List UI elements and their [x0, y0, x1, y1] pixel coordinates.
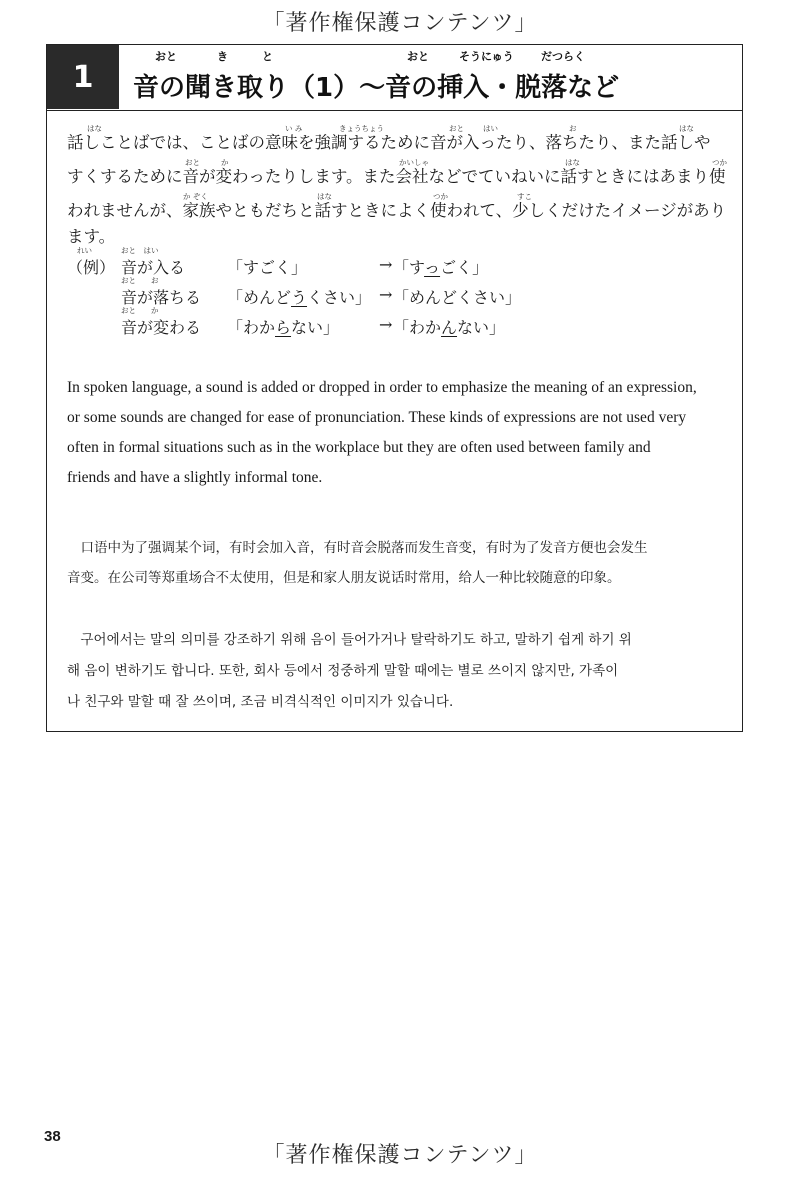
ruby-kazoku: か ぞく: [183, 192, 208, 201]
example-3-before-post: ない」: [291, 318, 340, 337]
page-number: 38: [44, 1128, 61, 1145]
ruby-hana-3: はな: [565, 158, 580, 167]
ruby-tsuka-2: つか: [433, 192, 448, 201]
example-label: （例）: [67, 258, 116, 277]
chinese-line-1: 口语中为了强调某个词，有时会加入音，有时音会脱落而发生音变，有时为了发音方便也会发生: [67, 540, 648, 556]
example-1-after-pre: 「す: [393, 258, 425, 277]
copyright-watermark-bottom: 「著作権保護コンテンツ」: [262, 1143, 538, 1168]
japanese-line-2: すくするために音が変わったりします。また会社などでていねいに話すときにはあまり使: [67, 167, 726, 186]
example-3-after-post: ない」: [457, 318, 506, 337]
example-3-after-pre: 「わか: [393, 318, 442, 337]
chinese-line-2: 音变。在公司等郑重场合不太使用，但是和家人朋友说话时常用，给人一种比较随意的印象。: [67, 570, 621, 586]
example-3-after: [393, 315, 505, 338]
ruby-kyouchou: きょうちょう: [339, 124, 384, 133]
section-header: [46, 44, 743, 110]
ruby-imi: い み: [285, 124, 303, 133]
example-2-arrow: →: [379, 285, 393, 304]
example-3-after-underlined: ん: [441, 318, 458, 337]
example-3-ruby: おと か: [121, 306, 159, 315]
title-furigana-to: と: [262, 50, 273, 63]
explanation-box: [46, 110, 743, 732]
example-3-kind: 音が変わる: [121, 318, 202, 337]
example-2-before-post: くさい」: [307, 288, 372, 307]
example-3-before-pre: 「わか: [227, 318, 276, 337]
korean-line-1: 구어에서는 말의 의미를 강조하기 위해 음이 들어가거나 탈락하기도 하고, 말하기 쉽게 하기 위: [67, 632, 632, 648]
copyright-watermark-top: 「著作権保護コンテンツ」: [262, 11, 538, 36]
title-furigana-oto: おと: [155, 50, 177, 63]
japanese-line-1: 話しことばでは、ことばの意味を強調するために音が入ったり、落ちたり、また話しや: [67, 133, 711, 152]
title-furigana-oto2: おと: [407, 50, 429, 63]
english-paragraph: [67, 373, 727, 493]
example-3-arrow: →: [379, 315, 393, 334]
english-line-1: In spoken language, a sound is added or dropped in order to emphasize the meaning of an expression,: [67, 379, 697, 396]
example-1-after-underlined: っ: [424, 258, 441, 277]
ruby-tsuka: つか: [712, 158, 727, 167]
ruby-hai: はい: [483, 124, 498, 133]
example-2-ruby: おと お: [121, 276, 159, 285]
ruby-oto-2: おと: [185, 158, 200, 167]
title-furigana-sounyuu: そうにゅう: [459, 50, 514, 63]
example-2-kind: 音が落ちる: [121, 288, 202, 307]
korean-line-3: 나 친구와 말할 때 잘 쓰이며, 조금 비격식적인 이미지가 있습니다.: [67, 694, 454, 710]
example-2-after: 「めんどくさい」: [393, 288, 522, 307]
example-2-before-pre: 「めんど: [227, 288, 292, 307]
section-title: 音の聞き取り（1）～音の挿入・脱落など: [133, 73, 620, 103]
ruby-hana: はな: [87, 124, 102, 133]
example-1-after: [393, 255, 488, 278]
korean-paragraph: [67, 625, 727, 718]
ruby-ka: か: [221, 158, 229, 167]
example-2-before: [227, 285, 371, 308]
english-line-4: friends and have a slightly informal tone.: [67, 469, 323, 486]
korean-line-2: 해 음이 변하기도 합니다. 또한, 회사 등에서 정중하게 말할 때에는 별로 쓰이지 않지만, 가족이: [67, 663, 619, 679]
ruby-hana-4: はな: [317, 192, 332, 201]
english-line-2: or some sounds are changed for ease of pronunciation. These kinds of expressions are not used very: [67, 409, 687, 426]
ruby-kaisha: かいしゃ: [399, 158, 429, 167]
ruby-oto: おと: [449, 124, 464, 133]
example-3-before: [227, 315, 339, 338]
example-1-before: 「すごく」: [227, 258, 308, 277]
title-furigana-ki: き: [217, 50, 228, 63]
ruby-o: お: [569, 124, 577, 133]
example-1-arrow: →: [379, 255, 393, 274]
title-furigana-datsuraku: だつらく: [541, 50, 585, 63]
example-2-before-underlined: う: [291, 288, 308, 307]
ruby-suko: すこ: [517, 192, 532, 201]
example-3-before-underlined: ら: [275, 318, 292, 337]
japanese-line-3: われませんが、家族やともだちと話すときによく使われて、少しくだけたイメージがあり: [67, 201, 727, 220]
section-number: 1: [47, 45, 119, 109]
chinese-paragraph: [67, 533, 727, 593]
example-1-ruby: おと はい: [121, 246, 159, 255]
japanese-line-4: ます。: [67, 227, 116, 246]
example-1-kind: 音が入る: [121, 258, 186, 277]
example-1-after-post: ごく」: [440, 258, 489, 277]
ruby-hana2: はな: [679, 124, 694, 133]
example-label-ruby: れい: [77, 246, 92, 255]
english-line-3: often in formal situations such as in the workplace but they are often used between family and: [67, 439, 651, 456]
